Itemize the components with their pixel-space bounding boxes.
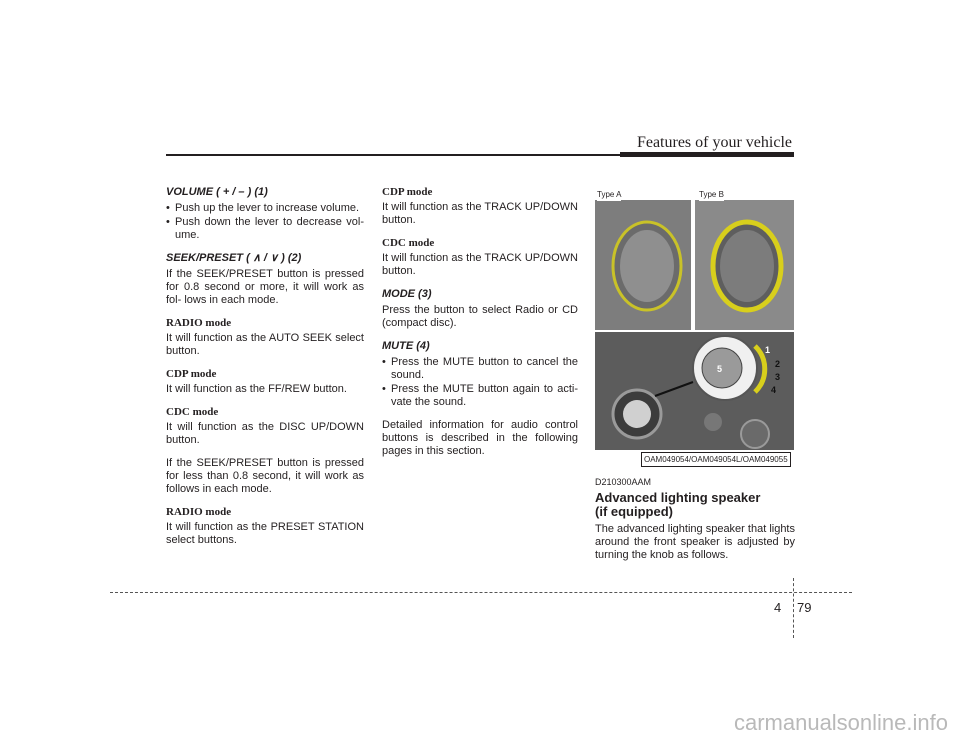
cdp-mode-heading-1: CDP mode bbox=[166, 368, 217, 380]
callout-1: 1 bbox=[765, 345, 771, 355]
section-code: D210300AAM bbox=[595, 477, 652, 487]
type-a-label: Type A bbox=[597, 190, 622, 199]
volume-list bbox=[166, 202, 364, 242]
volume-bullet-up: • Push up the lever to increase volume. bbox=[166, 202, 364, 215]
radio-mode-text-1: It will function as the AUTO SEEK select button. bbox=[166, 332, 364, 357]
cdc-mode-heading-1: CDC mode bbox=[166, 406, 219, 418]
cdc-mode-text-2: It will function as the TRACK UP/DOWN button. bbox=[382, 252, 578, 277]
mute-bullet-activate: • Press the MUTE button again to acti- vate the sound. bbox=[382, 383, 578, 409]
page-header-title: Features of your vehicle bbox=[636, 134, 792, 151]
section-title bbox=[595, 491, 795, 519]
page-chapter: 4 bbox=[774, 600, 782, 615]
radio-mode-heading-1: RADIO mode bbox=[166, 317, 232, 329]
cdp-mode-text-1: It will function as the FF/REW button. bbox=[166, 383, 347, 395]
callout-5: 5 bbox=[717, 364, 723, 374]
mute-list bbox=[382, 356, 578, 409]
mode-heading: MODE (3) bbox=[382, 288, 432, 300]
section-title-line-2: (if equipped) bbox=[595, 504, 673, 519]
cdp-mode-text-2: It will function as the TRACK UP/DOWN button. bbox=[382, 201, 578, 226]
type-b-label: Type B bbox=[699, 190, 724, 199]
page-number: 79 bbox=[797, 600, 812, 615]
radio-mode-heading-2: RADIO mode bbox=[166, 506, 232, 518]
radio-mode-text-2: It will function as the PRESET STATION select buttons. bbox=[166, 521, 364, 546]
mute-heading: MUTE (4) bbox=[382, 340, 430, 352]
section-text: The advanced lighting speaker that lights around the front speaker is adjusted by turning the knob as follows. bbox=[595, 523, 795, 561]
speaker-figure bbox=[595, 186, 794, 464]
mode-text: Press the button to select Radio or CD (compact disc). bbox=[382, 304, 578, 329]
volume-bullet-down: • Push down the lever to decrease vol- ume. bbox=[166, 216, 364, 242]
column-left bbox=[166, 186, 364, 557]
column-right bbox=[595, 186, 795, 572]
callout-3: 3 bbox=[775, 372, 781, 382]
seek-paragraph-long: If the SEEK/PRESET button is pressed for 0.8 second or more, it will work as fol- lows in each mode. bbox=[166, 268, 364, 306]
footer-rule bbox=[110, 592, 852, 593]
section-title-line-1: Advanced lighting speaker bbox=[595, 490, 761, 505]
cdc-mode-text-1: It will function as the DISC UP/DOWN button. bbox=[166, 421, 364, 446]
callout-4: 4 bbox=[771, 385, 777, 395]
callout-2: 2 bbox=[775, 359, 781, 369]
seek-heading: SEEK/PRESET ( ∧ / ∨ ) (2) bbox=[166, 252, 302, 264]
cdc-mode-heading-2: CDC mode bbox=[382, 237, 435, 249]
cdp-mode-heading-2: CDP mode bbox=[382, 186, 433, 198]
column-middle bbox=[382, 186, 578, 468]
watermark: carmanualsonline.info bbox=[733, 710, 948, 735]
detail-text: Detailed information for audio control buttons is described in the following pages in this section. bbox=[382, 419, 578, 457]
footer-divider bbox=[793, 578, 794, 638]
seek-paragraph-short: If the SEEK/PRESET button is pressed for less than 0.8 second, it will work as follows in each mode. bbox=[166, 457, 364, 495]
mute-bullet-cancel: • Press the MUTE button to cancel the sound. bbox=[382, 356, 578, 382]
volume-heading: VOLUME ( + / – ) (1) bbox=[166, 186, 268, 198]
figure-code: OAM049054/OAM049054L/OAM049055 bbox=[641, 452, 791, 467]
speaker-illustration bbox=[595, 186, 794, 464]
header-rule-accent bbox=[620, 152, 794, 157]
